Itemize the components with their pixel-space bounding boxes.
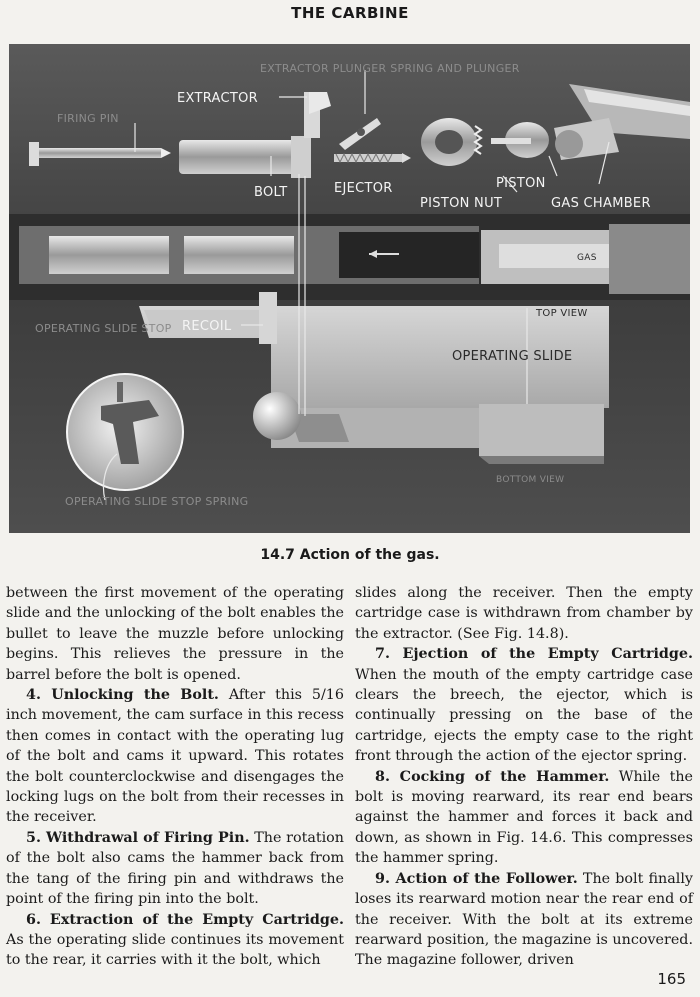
- paragraph-heading: 8. Cocking of the Hammer.: [375, 768, 610, 785]
- paragraph-text: between the first movement of the operating slide and the unlocking of the bolt enables the bullet to leave the muzzle before unlocking begins. This relieves the pressure in the barrel before the bolt is opened.: [6, 585, 344, 683]
- paragraph-cocking-hammer: [355, 767, 693, 869]
- right-column: [355, 583, 693, 971]
- ejector-spring: [334, 153, 411, 163]
- paragraph-text: After this 5/16 inch movement, the cam surface in this recess then comes in contact with the operating lug of the bolt and cams it upward. This rotates the bolt counterclockwise and disengages the locking lugs on the bolt from their recesses in the receiver.: [6, 687, 344, 826]
- paragraph-unlocking-bolt: [6, 685, 344, 828]
- page-number: 165: [657, 970, 686, 988]
- paragraph-continued: [355, 583, 693, 644]
- paragraph-text: While the bolt is moving rearward, its rear end bears against the hammer and forces it back and down, as shown in Fig. 14.6. This compresses the hammer spring.: [355, 768, 693, 867]
- label-ejector: EJECTOR: [334, 181, 393, 196]
- paragraph-text: The rotation of the bolt also cams the hammer back from the tang of the firing pin and withdraws the point of the firing pin into the bolt.: [6, 829, 345, 908]
- ball-detail: [253, 392, 301, 440]
- label-piston: PISTON: [496, 176, 546, 191]
- paragraph-withdrawal-firing-pin: [6, 828, 344, 910]
- paragraph-continued: [6, 583, 344, 685]
- figure-illustration: [9, 44, 690, 533]
- running-head: THE CARBINE: [291, 4, 409, 22]
- magnified-detail-circle: [67, 374, 183, 490]
- paragraph-heading: 6. Extraction of the Empty Cartridge.: [26, 911, 344, 928]
- paragraph-heading: 4. Unlocking the Bolt.: [26, 687, 219, 704]
- left-column: [6, 583, 344, 971]
- label-extractor: EXTRACTOR: [177, 91, 258, 106]
- label-operating-slide-stop-spring: OPERATING SLIDE STOP SPRING: [65, 495, 249, 508]
- label-bolt: BOLT: [254, 185, 288, 200]
- paragraph-heading: 7. Ejection of the Empty Cartridge.: [375, 646, 693, 663]
- label-top-view: TOP VIEW: [536, 308, 588, 319]
- label-extractor-plunger: EXTRACTOR PLUNGER SPRING AND PLUNGER: [260, 62, 520, 75]
- paragraph-heading: 5. Withdrawal of Firing Pin.: [26, 829, 250, 846]
- paragraph-ejection: [355, 644, 693, 766]
- paragraph-extraction: [6, 910, 344, 971]
- label-piston-nut: PISTON NUT: [420, 196, 503, 211]
- figure-caption: 14.7 Action of the gas.: [260, 547, 440, 563]
- label-operating-slide-stop: [35, 322, 172, 335]
- label-firing-pin: FIRING PIN: [57, 112, 119, 125]
- label-recoil: RECOIL: [182, 319, 232, 334]
- paragraph-text: As the operating slide continues its movement to the rear, it carries with it the bolt, which: [6, 931, 344, 969]
- paragraph-text: When the mouth of the empty cartridge case clears the breech, the ejector, which is continually pressing on the base of the cartridge, ejects the empty case to the right front through the action of the ejector spring.: [355, 666, 693, 765]
- paragraph-text: slides along the receiver. Then the empty cartridge case is withdrawn from chamber by the extractor. (See Fig. 14.8).: [355, 585, 693, 642]
- paragraph-heading: 9. Action of the Follower.: [375, 870, 578, 887]
- label-operating-slide: OPERATING SLIDE: [452, 349, 573, 364]
- label-bottom-view: BOTTOM VIEW: [496, 475, 565, 485]
- label-gas: GAS: [577, 253, 597, 263]
- paragraph-text: The bolt finally loses its rearward motion near the rear end of the receiver. With the bolt at its extreme rearward position, the magazine is uncovered. The magazine follower, driven: [355, 870, 693, 969]
- label-operating-slide-stop-text: OPERATING SLIDE STOP: [35, 322, 172, 335]
- label-gas-chamber: GAS CHAMBER: [551, 196, 651, 211]
- paragraph-follower: [355, 869, 693, 971]
